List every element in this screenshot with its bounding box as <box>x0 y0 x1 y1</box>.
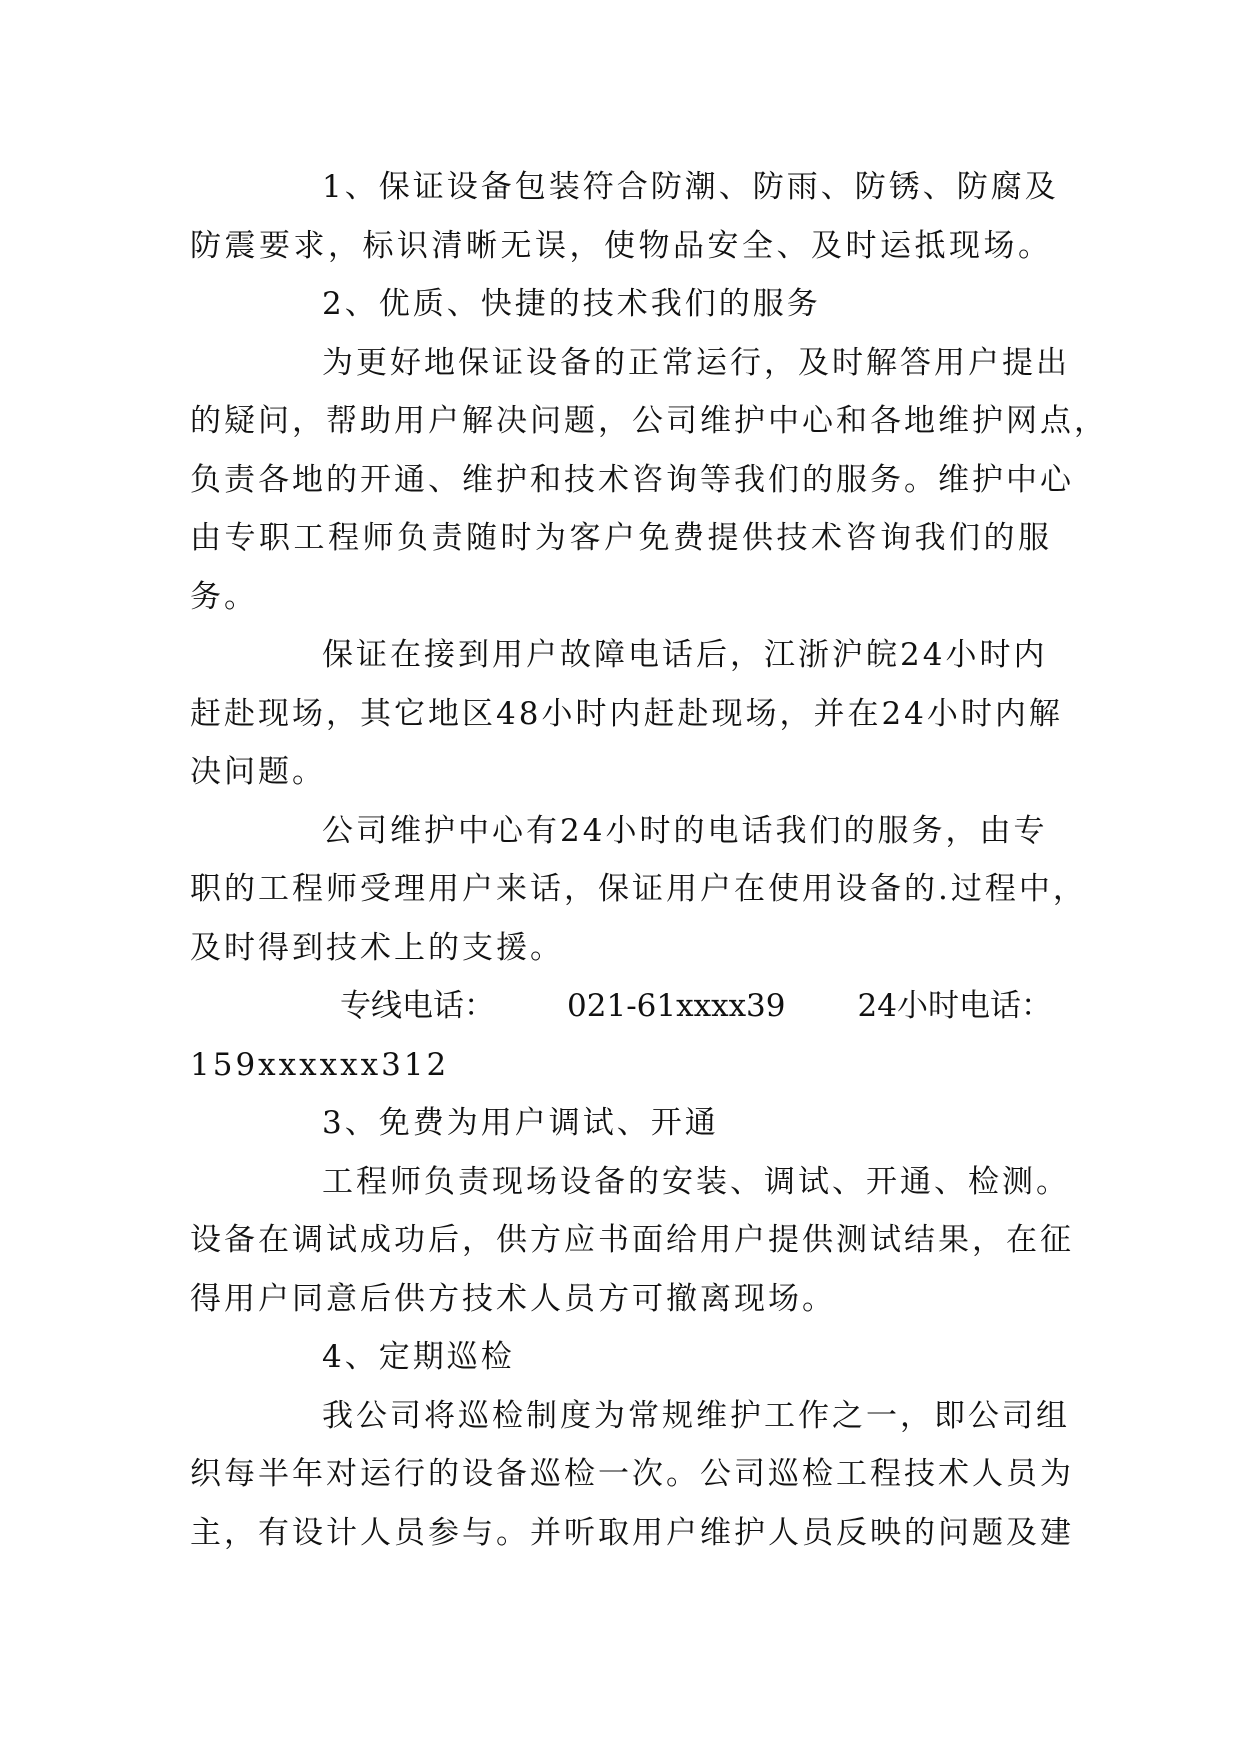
text-line: 职的工程师受理用户来话，保证用户在使用设备的.过程中， <box>190 871 1087 907</box>
text-line: 务。 <box>190 578 258 615</box>
text-line: 由专职工程师负责随时为客户免费提供技术咨询我们的服 <box>190 520 1052 556</box>
text-line: 保证在接到用户故障电话后，江浙沪皖24小时内 <box>322 637 1048 673</box>
text-line: 设备在调试成功后，供方应书面给用户提供测试结果，在征 <box>190 1222 1074 1258</box>
section-heading-3: 3、免费为用户调试、开通 <box>322 1105 719 1141</box>
text-line: 及时得到技术上的支援。 <box>190 929 564 966</box>
text-line: 主，有设计人员参与。并听取用户维护人员反映的问题及建 <box>190 1514 1074 1551</box>
phone-line <box>190 977 1052 1036</box>
document-body <box>190 158 1108 1562</box>
text-line: 决问题。 <box>190 754 326 790</box>
hotline-label: 专线电话： <box>340 988 495 1024</box>
hotline-number: 021-61xxxx39 <box>567 988 786 1024</box>
text-line: 防震要求，标识清晰无误，使物品安全、及时运抵现场。 <box>190 227 1052 264</box>
text-line: 公司维护中心有24小时的电话我们的服务，由专 <box>322 812 1048 849</box>
hotline-24h-label: 24小时电话： <box>857 988 1052 1024</box>
text-line: 工程师负责现场设备的安装、调试、开通、检测。 <box>322 1163 1070 1200</box>
section-heading-2: 2、优质、快捷的技术我们的服务 <box>322 286 821 322</box>
text-line: 1、保证设备包装符合防潮、防雨、防锈、防腐及 <box>322 169 1059 205</box>
text-line: 赶赴现场，其它地区48小时内赶赴现场，并在24小时内解 <box>190 695 1063 732</box>
text-line: 得用户同意后供方技术人员方可撤离现场。 <box>190 1280 836 1317</box>
text-line: 织每半年对运行的设备巡检一次。公司巡检工程技术人员为 <box>190 1456 1074 1492</box>
text-line: 我公司将巡检制度为常规维护工作之一，即公司组 <box>322 1397 1070 1434</box>
text-line: 的疑问，帮助用户解决问题，公司维护中心和各地维护网点， <box>190 403 1108 439</box>
hotline-24h-number: 159xxxxxx312 <box>190 1046 450 1083</box>
text-line: 负责各地的开通、维护和技术咨询等我们的服务。维护中心 <box>190 461 1074 498</box>
text-line: 为更好地保证设备的正常运行，及时解答用户提出 <box>322 344 1070 381</box>
section-heading-4: 4、定期巡检 <box>322 1339 515 1375</box>
